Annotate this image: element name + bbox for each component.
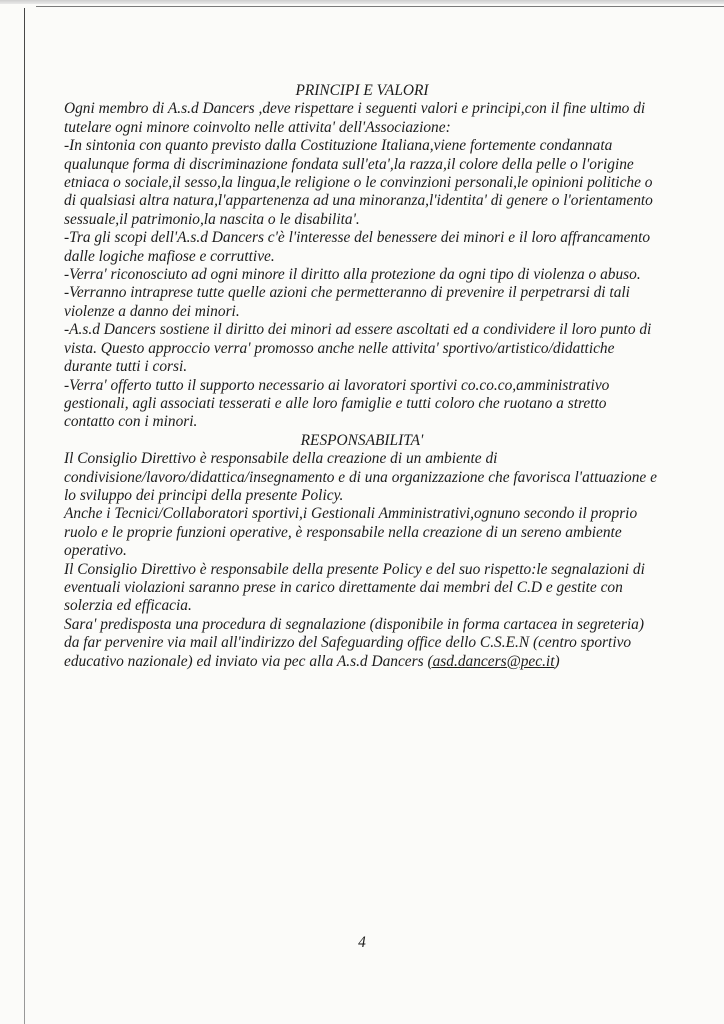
reporting-paragraph [64, 616, 660, 671]
pec-email-link[interactable]: asd.dancers@pec.it [432, 652, 555, 670]
principle-item: -In sintonia con quanto previsto dalla Costituzione Italiana,viene fortemente condannata qualunque forma di discriminazione fondata sull'eta',la razza,il colore della pelle o l'origine etniaca o sociale,il sesso,la lingua,le religione o le convinzioni personali,le opinioni politiche o di qualsiasi altra natura,l'appartenenza ad una minoranza,l'identita' di genere o l'orientamento sessuale,il patrimonio,la nascita o le disabilita'. [64, 137, 653, 228]
principles-list [64, 137, 660, 432]
principle-item: -Verranno intraprese tutte quelle azioni che permetteranno di prevenire il perpetrarsi di tali violenze a danno dei minori. [64, 284, 630, 320]
responsibilities-list [64, 450, 660, 671]
section-heading-responsibility: RESPONSABILITA' [300, 431, 424, 449]
principle-item: -A.s.d Dancers sostiene il diritto dei minori ad essere ascoltati ed a condividere il loro punto di vista. Questo approccio verra' promosso anche nelle attivita' sportivo/artistico/didattiche durante tutti i corsi. [64, 321, 652, 376]
principle-item: -Tra gli scopi dell'A.s.d Dancers c'è l'interesse del benessere dei minori e il loro affrancamento dalle logiche mafiose e corruttive. [64, 229, 651, 265]
responsibility-item: Il Consiglio Direttivo è responsabile della creazione di un ambiente di condivisione/lavoro/didattica/insegnamento e di una organizzazione che favorisca l'attuazione e lo sviluppo dei principi della presente Policy. [64, 450, 657, 504]
scan-top-line [36, 6, 724, 7]
responsibility-item: Il Consiglio Direttivo è responsabile della presente Policy e del suo rispetto:le segnalazioni di eventuali violazioni saranno prese in carico direttamente dai membri del C.D e gestite con solerzia ed efficacia. [64, 560, 645, 615]
principle-item: -Verra' riconosciuto ad ogni minore il diritto alla protezione da ogni tipo di violenza o abuso. [64, 266, 641, 284]
email-close-paren: ) [554, 652, 560, 670]
section-heading-principles: PRINCIPI E VALORI [295, 82, 429, 99]
scan-top-edge [0, 0, 724, 4]
intro-paragraph: Ogni membro di A.s.d Dancers ,deve rispettare i seguenti valori e principi,con il fine ultimo di tutelare ogni minore coinvolto nelle attivita' dell'Associazione: [64, 100, 646, 136]
reporting-text: Sara' predisposta una procedura di segnalazione (disponibile in forma cartacea in segreteria) da far pervenire via mail all'indirizzo del Safeguarding office dello C.S.E.N (centro sportivo educativo nazionale) ed inviato via pec alla A.s.d Dancers [64, 615, 644, 670]
scan-left-edge [24, 8, 25, 1024]
page-number: 4 [358, 934, 366, 951]
document-page [64, 82, 660, 671]
principle-item: -Verra' offerto tutto il supporto necessario ai lavoratori sportivi co.co.co,amministrativo gestionali, agli associati tesserati e alle loro famiglie e tutti coloro che ruotano a stretto contatto con i minori. [64, 376, 610, 431]
responsibility-item: Anche i Tecnici/Collaboratori sportivi,i Gestionali Amministrativi,ognuno secondo il proprio ruolo e le proprie funzioni operative, è responsabile nella creazione di un sereno ambiente operativo. [64, 505, 638, 560]
email-open-paren: ( [427, 652, 433, 670]
